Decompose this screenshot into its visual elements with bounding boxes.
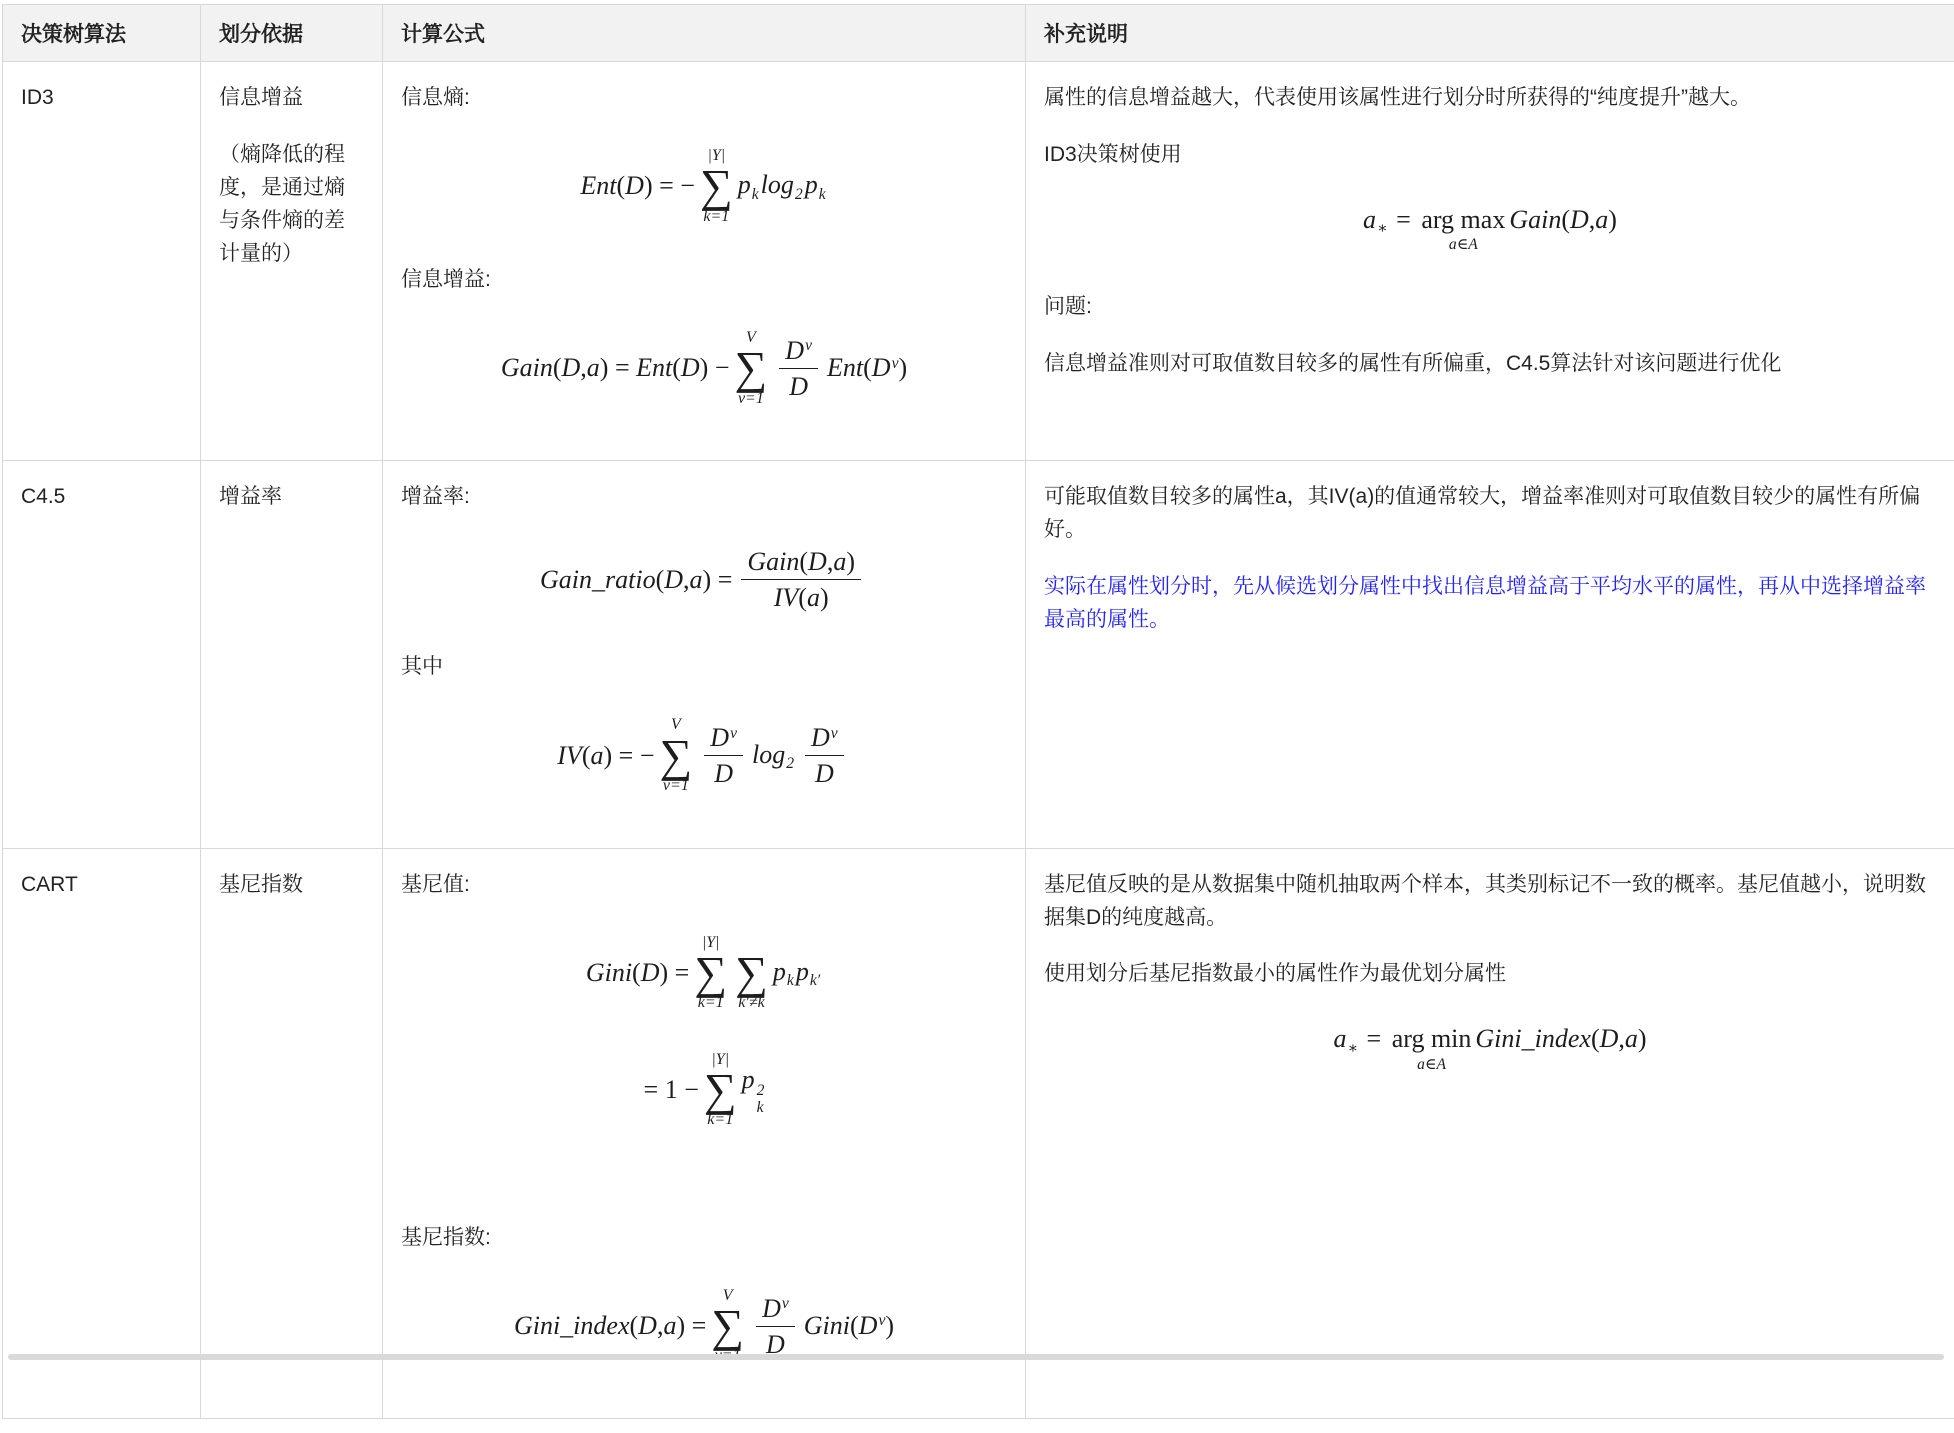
notes-cell	[1026, 461, 1954, 847]
formula: $a_∗$ = arg max a∈A Gain(D,a)	[1044, 204, 1936, 239]
table-row	[3, 62, 1954, 461]
table-body	[3, 62, 1954, 1419]
formula: Gain(D,a) = Ent(D) − V ∑ v=1 $\frac{D^v}{D}$ $Ent(D^v)$	[401, 329, 1007, 408]
basis-cell	[201, 62, 383, 460]
note-text: 实际在属性划分时，先从候选划分属性中找出信息增益高于平均水平的属性，再从中选择增益率最高的属性。	[1044, 571, 1936, 637]
basis-text: 信息增益	[219, 82, 348, 115]
note-text: 可能取值数目较多的属性a，其IV(a)的值通常较大，增益率准则对可取值数目较少的属性有所偏好。	[1044, 481, 1936, 547]
algorithm-name: C4.5	[21, 481, 182, 514]
basis-text: 基尼指数	[219, 869, 348, 902]
sum-symbol: V ∑ v=1	[659, 716, 692, 795]
notes-cell	[1026, 849, 1954, 1418]
basis-text: 增益率	[219, 481, 348, 514]
notes-cell	[1026, 62, 1954, 460]
formula: Gain_ratio(D,a) = $\frac{\text{Gain(D,a)}}{IV(a)}$	[401, 546, 1007, 613]
decision-tree-table	[2, 4, 1954, 1419]
fraction: $\frac{D^v}{D}$	[704, 722, 743, 789]
formula-text: 信息增益:	[401, 264, 1007, 297]
horizontal-scrollbar[interactable]	[8, 1354, 1944, 1360]
header-basis: 划分依据	[201, 5, 383, 61]
formula-text: 信息熵:	[401, 82, 1007, 115]
table-header-row	[3, 5, 1954, 62]
note-text: 使用划分后基尼指数最小的属性作为最优划分属性	[1044, 958, 1936, 991]
spacer	[401, 1168, 1007, 1216]
formula: Ent(D) = − |Y| ∑ k=1 $p_k\log_2p_k$	[401, 147, 1007, 226]
fraction: $\frac{D^v}{D}$	[756, 1293, 795, 1360]
note-text: 问题:	[1044, 291, 1936, 324]
formula-text: 增益率:	[401, 481, 1007, 514]
fraction: $\frac{D^v}{D}$	[779, 335, 818, 402]
basis-text: （熵降低的程度，是通过熵与条件熵的差计量的）	[219, 139, 348, 271]
note-text: 属性的信息增益越大，代表使用该属性进行划分时所获得的“纯度提升”越大。	[1044, 82, 1936, 115]
formula-text: 基尼指数:	[401, 1222, 1007, 1255]
formula: Gini_index(D,a) = V ∑ v=1 $\frac{D^v}{D}$ $Gini(D^v)$	[401, 1287, 1007, 1366]
basis-cell	[201, 461, 383, 847]
note-text: 信息增益准则对可取值数目较多的属性有所偏重，C4.5算法针对该问题进行优化	[1044, 348, 1936, 381]
header-algorithm: 决策树算法	[3, 5, 201, 61]
algorithm-cell	[3, 461, 201, 847]
algorithm-cell	[3, 62, 201, 460]
formula-cell	[383, 62, 1026, 460]
sum-symbol: ∑ k′≠k	[735, 934, 768, 1013]
formula-text: 基尼值:	[401, 869, 1007, 902]
table-row	[3, 461, 1954, 848]
basis-cell	[201, 849, 383, 1418]
sum-symbol: |Y| ∑ k=1	[694, 934, 727, 1013]
formula: IV(a) = − V ∑ v=1 $\frac{D^v}{D}$ $\log_2$ $\frac{D^v}{D}$	[401, 716, 1007, 795]
fraction: $\frac{D^v}{D}$	[805, 722, 844, 789]
formula-cell	[383, 461, 1026, 847]
algorithm-cell	[3, 849, 201, 1418]
sum-symbol: V ∑ v=1	[735, 329, 768, 408]
note-text: 基尼值反映的是从数据集中随机抽取两个样本，其类别标记不一致的概率。基尼值越小，说明数据集D的纯度越高。	[1044, 869, 1936, 935]
note-text: ID3决策树使用	[1044, 139, 1936, 172]
sum-symbol: V ∑ v=1	[711, 1287, 744, 1366]
formula: Gini(D) = |Y| ∑ k=1 ∑ k′≠k $p_kp_{k'}$	[401, 934, 1007, 1013]
algorithm-name: ID3	[21, 82, 182, 115]
formula-text: 其中	[401, 651, 1007, 684]
fraction: $\frac{\text{Gain(D,a)}}{IV(a)}$	[741, 546, 861, 613]
algorithm-name: CART	[21, 869, 182, 902]
formula-cell	[383, 849, 1026, 1418]
formula: = 1 − |Y| ∑ k=1 p 2 k	[401, 1051, 1007, 1130]
sum-symbol: |Y| ∑ k=1	[704, 1051, 737, 1130]
header-notes: 补充说明	[1026, 5, 1954, 61]
table-row	[3, 849, 1954, 1419]
formula: $a_∗$ = arg min a∈A Gini_index(D,a)	[1044, 1023, 1936, 1058]
sum-symbol: |Y| ∑ k=1	[700, 147, 733, 226]
header-formula: 计算公式	[383, 5, 1026, 61]
